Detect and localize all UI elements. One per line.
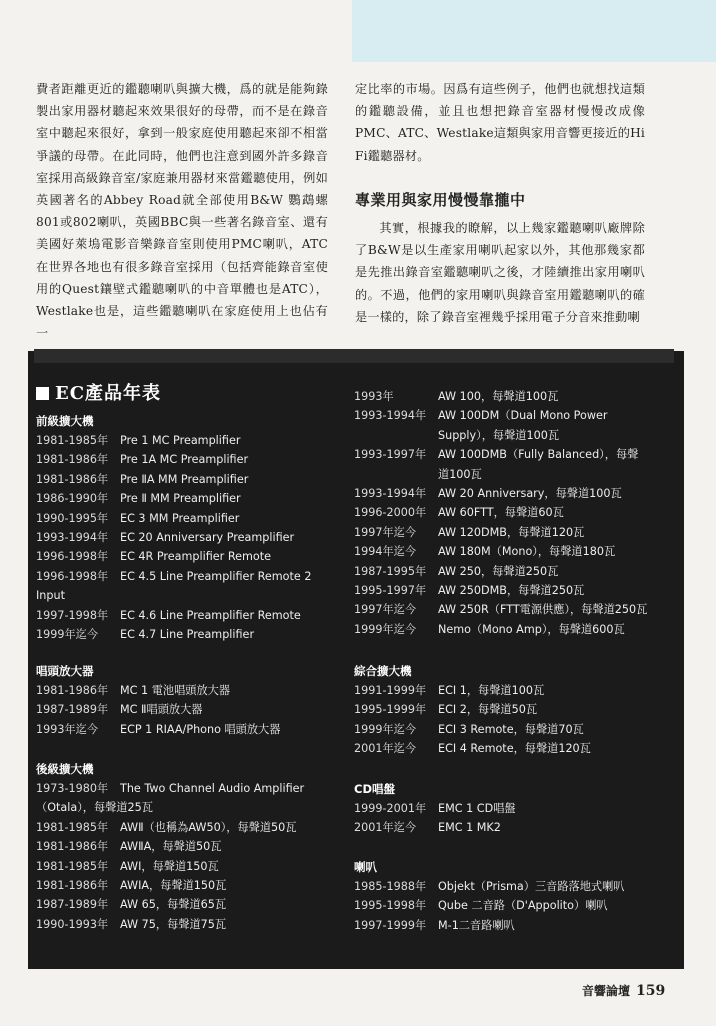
timeline-years: 1997年迄今 [354, 525, 417, 539]
timeline-description: AWⅡA，每聲道50瓦 [120, 840, 222, 854]
timeline-row [354, 581, 684, 600]
article-paragraph: 定比率的市場。因爲有這些例子，他們也就想找這類的鑑聽設備，並且也想把錄音室器材慢慢改成像PMC、ATC、Westlake這類與家用音響更接近的Hi Fi鑑聽器材。 [355, 82, 646, 163]
section-heading: 專業用與家用慢慢靠攏中 [355, 190, 526, 209]
timeline-years: 1995-1999年 [354, 703, 427, 717]
timeline-row [36, 509, 336, 528]
timeline-years: 1981-1985年 [36, 859, 109, 873]
timeline-description: AW 75，每聲道75瓦 [120, 917, 227, 931]
square-bullet-icon [36, 387, 49, 400]
timeline-years: 1993-1994年 [354, 487, 427, 501]
timeline-group [354, 857, 684, 935]
timeline-description: AW 250R（FTT電源供應），每聲道250瓦 [438, 603, 648, 617]
group-heading: 綜合擴大機 [354, 664, 412, 678]
timeline-row [354, 818, 684, 837]
timeline-row [36, 470, 336, 489]
timeline-description: Objekt（Prisma）三音路落地式喇叭 [438, 880, 625, 893]
timeline-row [36, 857, 336, 876]
timeline-group [36, 411, 336, 644]
timeline-row [354, 445, 684, 464]
timeline-group [354, 661, 684, 759]
timeline-row [36, 681, 336, 700]
timeline-description: AW 100DM（Dual Mono Power [438, 409, 608, 423]
timeline-years: 1987-1989年 [36, 703, 109, 717]
timeline-years: 1999-2001年 [354, 802, 427, 815]
ec-product-timeline-panel [28, 351, 684, 969]
timeline-years: 2001年迄今 [354, 821, 417, 835]
timeline-years: 1981-1986年 [36, 453, 109, 467]
timeline-description: Pre 1 MC Preamplifier [120, 434, 241, 447]
timeline-description: AW 250DMB，每聲道250瓦 [438, 584, 585, 598]
timeline-row [354, 406, 684, 425]
timeline-row [36, 547, 336, 566]
timeline-years: 1987-1989年 [36, 898, 109, 912]
timeline-description: AWⅡ（也稱為AW50），每聲道50瓦 [120, 820, 297, 834]
group-heading: CD唱盤 [354, 782, 395, 796]
timeline-row [354, 523, 684, 542]
timeline-description: AWⅠ，每聲道150瓦 [120, 859, 219, 873]
timeline-years: 1996-1998年 [36, 550, 109, 564]
timeline-years: 1999年迄今 [36, 628, 99, 642]
timeline-years: 1981-1986年 [36, 684, 109, 697]
timeline-years: 1997-1999年 [354, 918, 427, 932]
timeline-row [36, 625, 336, 644]
timeline-description: EMC 1 MK2 [438, 821, 501, 835]
timeline-description: AW 100DMB（Fully Balanced），每聲 [438, 448, 639, 462]
timeline-description: MC 1 電池唱頭放大器 [120, 684, 231, 697]
group-heading: 喇叭 [354, 860, 377, 874]
timeline-description: AW 120DMB，每聲道120瓦 [438, 525, 585, 539]
timeline-description: EC 4.6 Line Preamplifier Remote [120, 608, 301, 622]
timeline-description: Pre 1A MC Preamplifier [120, 453, 249, 467]
article-paragraph: 其實，根據我的瞭解，以上幾家鑑聽喇叭廠牌除了B&W是以生產家用喇叭起家以外，其他那幾家都是先推出錄音室鑑聽喇叭之後，才陸續推出家用喇叭的。不過，他們的家用喇叭與錄音室用鑑聽喇叭的確是一樣的，除了錄音室裡幾乎採用電子分音來推動喇 [355, 221, 645, 324]
timeline-description: ECP 1 RIAA/Phono 唱頭放大器 [120, 722, 281, 736]
timeline-years: 1991-1999年 [354, 684, 427, 697]
timeline-row [36, 876, 336, 895]
timeline-description: EC 20 Anniversary Preamplifier [120, 531, 295, 545]
timeline-group [354, 387, 684, 639]
timeline-description: Pre ⅡA MM Preamplifier [120, 472, 249, 486]
timeline-years: 2001年迄今 [354, 742, 417, 756]
timeline-description: The Two Channel Audio Amplifier [120, 782, 305, 795]
timeline-row [36, 431, 336, 450]
timeline-description: Qube 二音路（D'Appolito）喇叭 [438, 899, 608, 913]
page-number: 159 [636, 983, 666, 999]
timeline-years: 1981-1986年 [36, 472, 109, 486]
timeline-row [354, 896, 684, 915]
timeline-row [354, 916, 684, 935]
timeline-description: EMC 1 CD唱盤 [438, 802, 516, 815]
timeline-years: 1981-1986年 [36, 879, 109, 893]
timeline-description: Nemo（Mono Amp），每聲道600瓦 [438, 622, 625, 636]
timeline-years: 1993-1994年 [36, 531, 109, 545]
timeline-years: 1986-1990年 [36, 492, 109, 506]
timeline-row [354, 620, 684, 639]
timeline-years: 1990-1995年 [36, 511, 109, 525]
timeline-description: EC 4.7 Line Preamplifier [120, 628, 255, 642]
timeline-description: AW 250，每聲道250瓦 [438, 564, 559, 578]
timeline-years: 1999年迄今 [354, 722, 417, 736]
timeline-row [354, 542, 684, 561]
timeline-years: 1987-1995年 [354, 564, 427, 578]
timeline-row [36, 779, 336, 798]
timeline-continuation: 道100瓦 [438, 467, 482, 481]
timeline-years: 1994年迄今 [354, 545, 417, 559]
article-paragraph: 費者距離更近的鑑聽喇叭與擴大機，爲的就是能夠錄製出家用器材聽起來效果很好的母帶，而不是在錄音室中聽起來很好，拿到一般家庭使用聽起來卻不相當爭議的母帶。在此同時，他們也注意到國外許多錄音室採用高級錄音室/家庭兼用器材來當鑑聽使用，例如英國著名的Abbey Road就全部使用B&W 鸚鵡螺801或802喇叭，英國BBC與一些著名錄音室、還有美國好萊塢電影音樂錄音室則使用PMC喇叭，ATC在世界各地也有很多錄音室採用（包括齊能錄音室使用的Quest鑲壁式鑑聽喇叭的中音單體也是ATC），Westlake也是，這些鑑聽喇叭在家庭使用上也佔有一 [36, 82, 328, 341]
timeline-row [354, 562, 684, 581]
timeline-years: 1996-2000年 [354, 506, 427, 520]
timeline-description: AW 65，每聲道65瓦 [120, 898, 227, 912]
timeline-years: 1993-1997年 [354, 448, 427, 462]
timeline-group [354, 779, 684, 838]
timeline-row [36, 895, 336, 914]
timeline-years: 1990-1993年 [36, 917, 109, 931]
timeline-row [354, 681, 684, 700]
group-heading: 後級擴大機 [36, 762, 94, 776]
article-right-column [355, 78, 645, 328]
magazine-name: 音響論壇 [582, 984, 631, 998]
top-color-band [352, 0, 716, 62]
timeline-row [36, 720, 336, 739]
timeline-description: AW 20 Anniversary，每聲道100瓦 [438, 487, 622, 501]
timeline-years: 1985-1988年 [354, 880, 427, 893]
timeline-years: 1995-1998年 [354, 899, 427, 913]
timeline-description: M-1二音路喇叭 [438, 918, 515, 932]
timeline-years: 1981-1985年 [36, 434, 109, 447]
timeline-description: AWⅠA，每聲道150瓦 [120, 879, 227, 893]
timeline-continuation: （Otala），每聲道25瓦 [36, 801, 153, 815]
timeline-years: 1981-1985年 [36, 820, 109, 834]
timeline-description: AW 180M（Mono），每聲道180瓦 [438, 545, 616, 559]
timeline-row [354, 799, 684, 818]
timeline-row [36, 915, 336, 934]
panel-title-text: EC產品年表 [55, 383, 162, 404]
timeline-description: ECI 2，每聲道50瓦 [438, 703, 538, 717]
timeline-years: 1973-1980年 [36, 782, 109, 795]
timeline-continuation: Input [36, 589, 65, 603]
timeline-years: 1996-1998年 [36, 569, 109, 583]
timeline-years: 1997年迄今 [354, 603, 417, 617]
timeline-row [354, 877, 684, 896]
panel-title [36, 379, 161, 405]
timeline-description: EC 4.5 Line Preamplifier Remote 2 [120, 569, 312, 583]
timeline-row [36, 567, 336, 586]
timeline-years: 1981-1986年 [36, 840, 109, 854]
timeline-row [354, 503, 684, 522]
timeline-description: EC 4R Preamplifier Remote [120, 550, 271, 564]
timeline-years: 1993年迄今 [36, 722, 99, 736]
group-heading: 前級擴大機 [36, 414, 94, 428]
timeline-description: Pre Ⅱ MM Preamplifier [120, 492, 241, 506]
timeline-years: 1993-1994年 [354, 409, 427, 423]
timeline-row [36, 818, 336, 837]
timeline-row [36, 528, 336, 547]
timeline-row [354, 720, 684, 739]
article-left-column [36, 78, 328, 344]
timeline-row [36, 837, 336, 856]
timeline-description: ECI 1，每聲道100瓦 [438, 684, 545, 697]
timeline-continuation: Supply），每聲道100瓦 [438, 428, 560, 442]
timeline-group [36, 661, 336, 739]
group-heading: 唱頭放大器 [36, 664, 94, 678]
timeline-years: 1995-1997年 [354, 584, 427, 598]
timeline-group [36, 759, 336, 934]
timeline-description: ECI 4 Remote，每聲道120瓦 [438, 742, 591, 756]
page-footer [582, 982, 665, 999]
timeline-description: ECI 3 Remote，每聲道70瓦 [438, 722, 584, 736]
timeline-row [36, 489, 336, 508]
timeline-row [36, 606, 336, 625]
bleed-through-strip [34, 349, 674, 363]
timeline-row [354, 387, 684, 406]
timeline-years: 1993年 [354, 390, 394, 403]
timeline-description: AW 100，每聲道100瓦 [438, 390, 559, 403]
timeline-row [36, 450, 336, 469]
timeline-row [354, 700, 684, 719]
timeline-description: EC 3 MM Preamplifier [120, 511, 240, 525]
timeline-description: MC Ⅱ唱頭放大器 [120, 703, 203, 717]
timeline-description: AW 60FTT，每聲道60瓦 [438, 506, 564, 520]
timeline-row [36, 700, 336, 719]
timeline-row [354, 484, 684, 503]
timeline-row [354, 739, 684, 758]
timeline-years: 1999年迄今 [354, 622, 417, 636]
timeline-row [354, 600, 684, 619]
timeline-years: 1997-1998年 [36, 608, 109, 622]
